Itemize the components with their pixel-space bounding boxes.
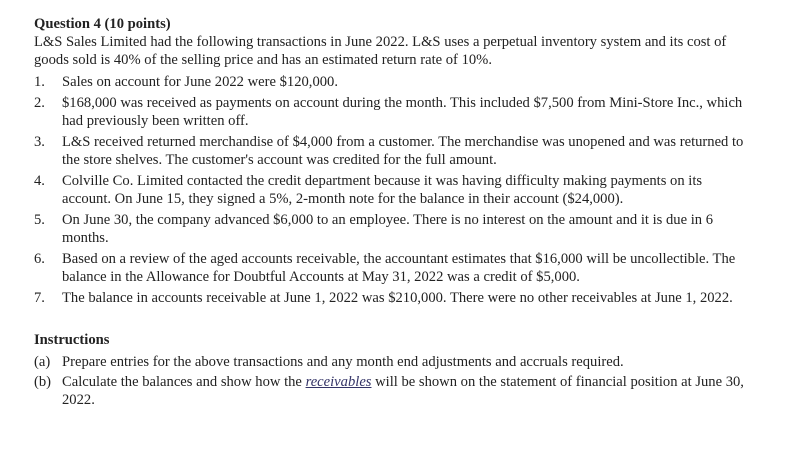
instruction-label: (a) — [34, 354, 51, 370]
item-text: The balance in accounts receivable at June 1, 2022 was $210,000. There were no other receivables at June 1, 2022. — [62, 290, 733, 306]
item-number: 2. — [34, 95, 45, 111]
list-item — [34, 133, 754, 169]
item-text: Based on a review of the aged accounts receivable, the accountant estimates that $16,000 will be uncollectible. The balance in the Allowance for Doubtful Accounts at May 31, 2022 was a credit of $5,000. — [62, 251, 736, 285]
item-number: 1. — [34, 74, 45, 90]
list-item — [34, 172, 754, 208]
question-intro: L&S Sales Limited had the following transactions in June 2022. L&S uses a perpetual inventory system and its cost of goods sold is 40% of the selling price and has an estimated return rate of 10%. — [34, 34, 727, 68]
item-text: $168,000 was received as payments on account during the month. This included $7,500 from Mini-Store Inc., which had previously been written off. — [62, 95, 743, 129]
item-text: L&S received returned merchandise of $4,000 from a customer. The merchandise was unopened and was returned to the store shelves. The customer's account was credited for the full amount. — [62, 134, 744, 168]
instruction-text-before: Calculate the balances and show how the — [62, 374, 306, 390]
list-item — [34, 94, 754, 130]
instruction-text-after: will be shown on the statement of financial position at June 30, 2022. — [62, 374, 744, 408]
instructions-heading: Instructions — [34, 332, 110, 348]
list-item — [34, 73, 754, 91]
item-number: 6. — [34, 251, 45, 267]
item-text: Colville Co. Limited contacted the credit department because it was having difficulty making payments on its account. On June 15, they signed a 5%, 2-month note for the balance in their account ($24,000). — [62, 173, 703, 207]
instructions-list — [34, 353, 754, 409]
item-number: 4. — [34, 173, 45, 189]
list-item — [34, 250, 754, 286]
item-number: 7. — [34, 290, 45, 306]
instruction-text: Prepare entries for the above transactions and any month end adjustments and accruals required. — [62, 354, 624, 370]
item-text: On June 30, the company advanced $6,000 to an employee. There is no interest on the amount and it is due in 6 months. — [62, 212, 714, 246]
receivables-link[interactable]: receivables — [305, 374, 372, 390]
instruction-label: (b) — [34, 374, 52, 390]
instruction-item-b — [34, 373, 754, 409]
item-number: 3. — [34, 134, 45, 150]
list-item — [34, 211, 754, 247]
question-document — [34, 15, 754, 411]
item-text: Sales on account for June 2022 were $120,000. — [62, 74, 338, 90]
item-number: 5. — [34, 212, 45, 228]
instruction-item-a — [34, 353, 754, 371]
transaction-list — [34, 73, 754, 307]
question-title: Question 4 (10 points) — [34, 16, 171, 32]
list-item — [34, 289, 754, 307]
